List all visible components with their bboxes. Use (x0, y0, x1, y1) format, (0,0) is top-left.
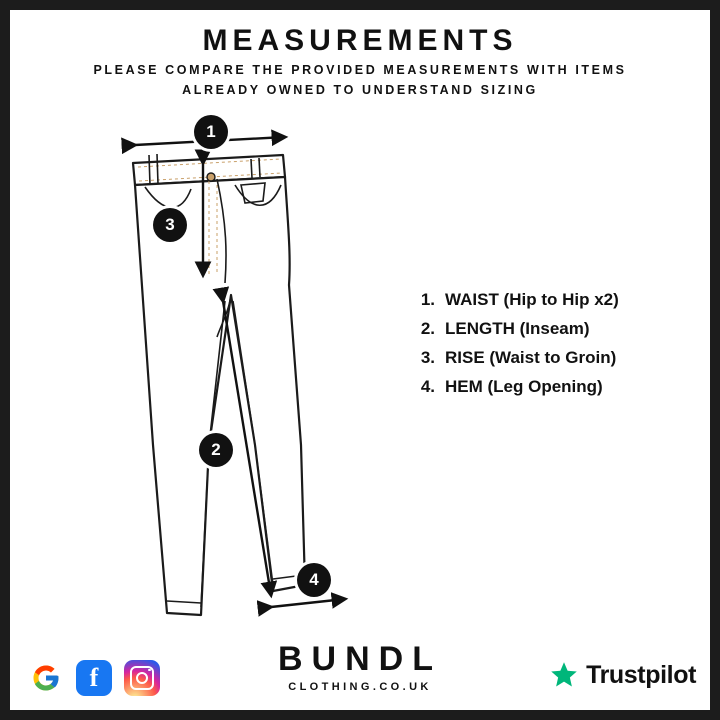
legend-label: RISE (Waist to Groin) (445, 348, 617, 367)
social-links (28, 660, 160, 696)
legend-number: 2. (420, 319, 435, 338)
legend-item-hem (405, 377, 695, 397)
legend-label: LENGTH (Inseam) (445, 319, 590, 338)
jeans-illustration (105, 115, 405, 635)
marker-3-label: 3 (165, 215, 175, 234)
legend-label: WAIST (Hip to Hip x2) (445, 290, 619, 309)
legend-number: 4. (420, 377, 435, 396)
legend-number: 1. (420, 290, 435, 309)
measurement-legend (405, 290, 695, 406)
marker-2-label: 2 (211, 440, 221, 459)
facebook-glyph: f (89, 663, 99, 692)
page-title: MEASUREMENTS (202, 24, 518, 57)
legend-label: HEM (Leg Opening) (445, 377, 603, 396)
marker-1-label: 1 (206, 122, 216, 141)
page-subtitle: PLEASE COMPARE THE PROVIDED MEASUREMENTS WITH ITEMS ALREADY OWNED TO UNDERSTAND SIZING (93, 63, 627, 97)
google-glyph (31, 663, 61, 693)
instagram-glyph (130, 666, 154, 690)
marker-4 (297, 563, 331, 597)
marker-2 (199, 433, 233, 467)
legend-item-waist (405, 290, 695, 310)
star-icon (549, 660, 579, 690)
legend-number: 3. (420, 348, 435, 367)
measurement-card (10, 10, 710, 710)
marker-1 (194, 115, 228, 149)
legend-item-rise (405, 348, 695, 368)
marker-4-label: 4 (309, 570, 319, 589)
brand-name: BUNDL (278, 640, 442, 678)
facebook-icon[interactable] (76, 660, 112, 696)
instagram-icon[interactable] (124, 660, 160, 696)
jeans-diagram (105, 115, 405, 635)
google-icon[interactable] (28, 660, 64, 696)
legend-item-length (405, 319, 695, 339)
trustpilot-badge[interactable] (549, 660, 696, 690)
brand-website: CLOTHING.CO.UK (288, 681, 432, 693)
marker-3 (153, 208, 187, 242)
trustpilot-label: Trustpilot (586, 660, 696, 689)
